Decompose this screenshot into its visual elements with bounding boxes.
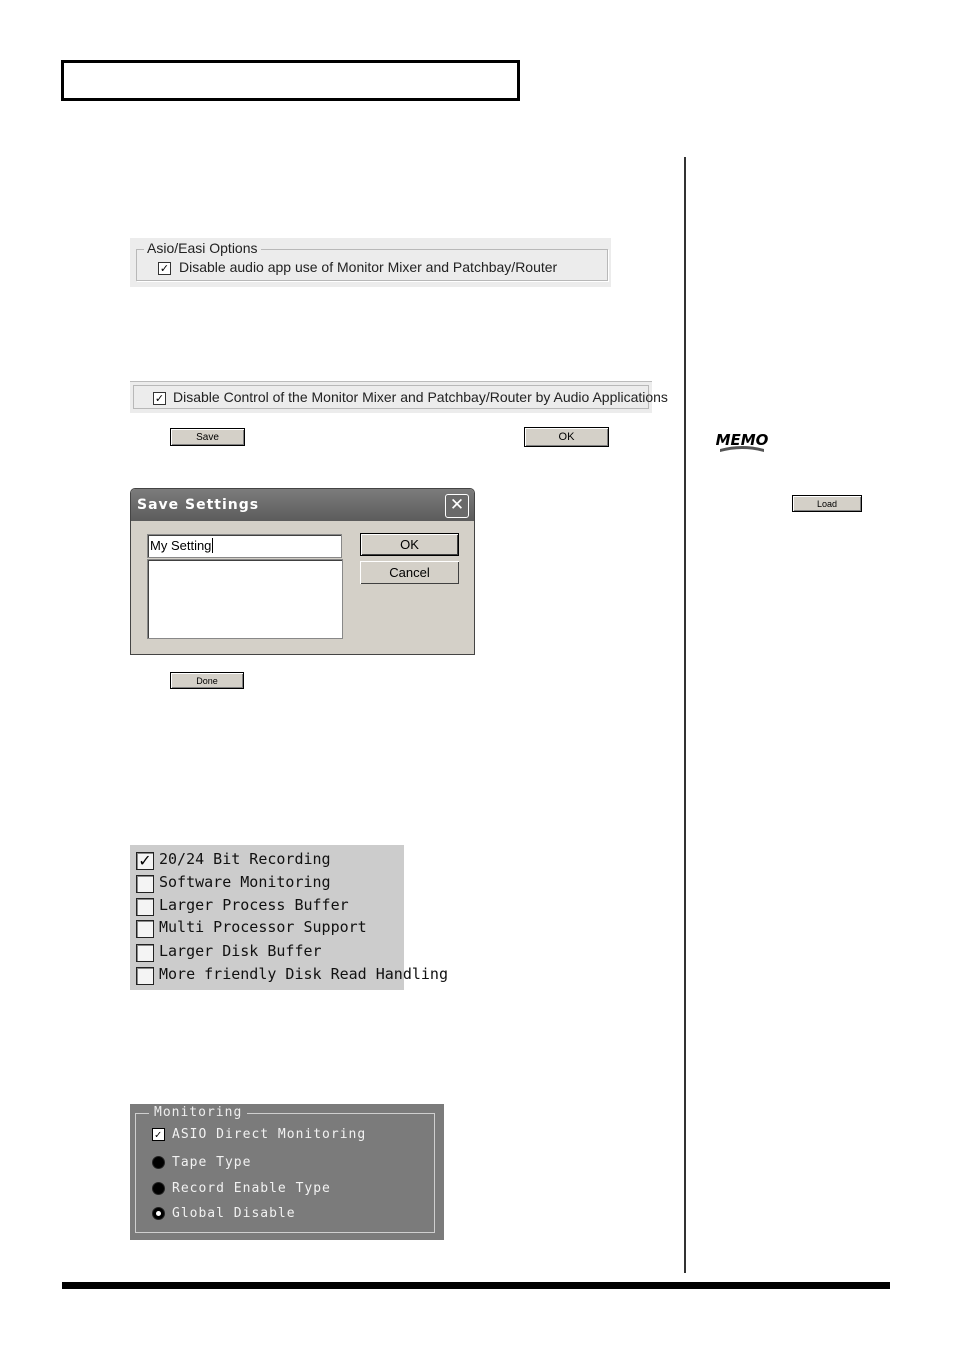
footer-rule (62, 1282, 890, 1289)
option-label: Software Monitoring (159, 873, 331, 891)
ok-button[interactable]: OK (524, 427, 609, 447)
disable-audio-app-checkbox[interactable]: ✓ (159, 262, 170, 275)
disable-control-panel (130, 381, 668, 414)
option-checkbox[interactable] (136, 944, 154, 962)
option-label: Larger Process Buffer (159, 896, 349, 914)
option-checkbox[interactable] (136, 967, 154, 985)
asio-easi-legend: Asio/Easi Options (144, 240, 261, 256)
tape-type-radio[interactable] (152, 1156, 165, 1169)
close-icon[interactable]: ✕ (445, 494, 469, 518)
header-box (61, 60, 520, 101)
asio-easi-options-panel (130, 238, 611, 287)
text-cursor (212, 538, 213, 553)
global-disable-radio[interactable] (152, 1207, 165, 1220)
option-checkbox[interactable] (136, 875, 154, 893)
memo-label: MEMO (715, 431, 769, 449)
done-button[interactable]: Done (170, 672, 244, 689)
record-enable-type-radio[interactable] (152, 1182, 165, 1195)
setting-name-input[interactable] (147, 534, 342, 558)
dialog-cancel-button[interactable]: Cancel (360, 561, 459, 584)
record-enable-type-label: Record Enable Type (172, 1181, 331, 1196)
tape-type-label: Tape Type (172, 1155, 252, 1170)
asio-direct-checkbox[interactable]: ✓ (152, 1128, 165, 1141)
global-disable-label: Global Disable (172, 1206, 296, 1221)
disable-control-checkbox[interactable]: ✓ (154, 392, 165, 405)
settings-list[interactable] (147, 559, 343, 639)
recording-options-panel (130, 845, 448, 990)
asio-direct-label: ASIO Direct Monitoring (172, 1127, 367, 1142)
setting-name-value: My Setting (150, 538, 212, 553)
column-divider (684, 157, 686, 1273)
dialog-ok-button[interactable]: OK (360, 533, 459, 556)
save-settings-dialog (130, 488, 475, 655)
disable-audio-app-label: Disable audio app use of Monitor Mixer and Patchbay/Router (179, 259, 558, 275)
monitoring-legend: Monitoring (149, 1105, 247, 1120)
load-button[interactable]: Load (792, 495, 862, 512)
dialog-title-bar (131, 489, 474, 521)
disable-control-label: Disable Control of the Monitor Mixer and Patchbay/Router by Audio Applications (173, 389, 668, 405)
memo-icon (714, 428, 770, 454)
save-button[interactable]: Save (170, 428, 245, 446)
option-checkbox[interactable] (136, 898, 154, 916)
option-label: Larger Disk Buffer (159, 942, 322, 960)
option-checkbox[interactable]: ✓ (136, 852, 154, 870)
option-label: 20/24 Bit Recording (159, 850, 331, 868)
dialog-title: Save Settings (137, 497, 260, 513)
option-label: More friendly Disk Read Handling (159, 965, 448, 983)
monitoring-panel (130, 1104, 444, 1240)
option-checkbox[interactable] (136, 920, 154, 938)
option-label: Multi Processor Support (159, 918, 367, 936)
